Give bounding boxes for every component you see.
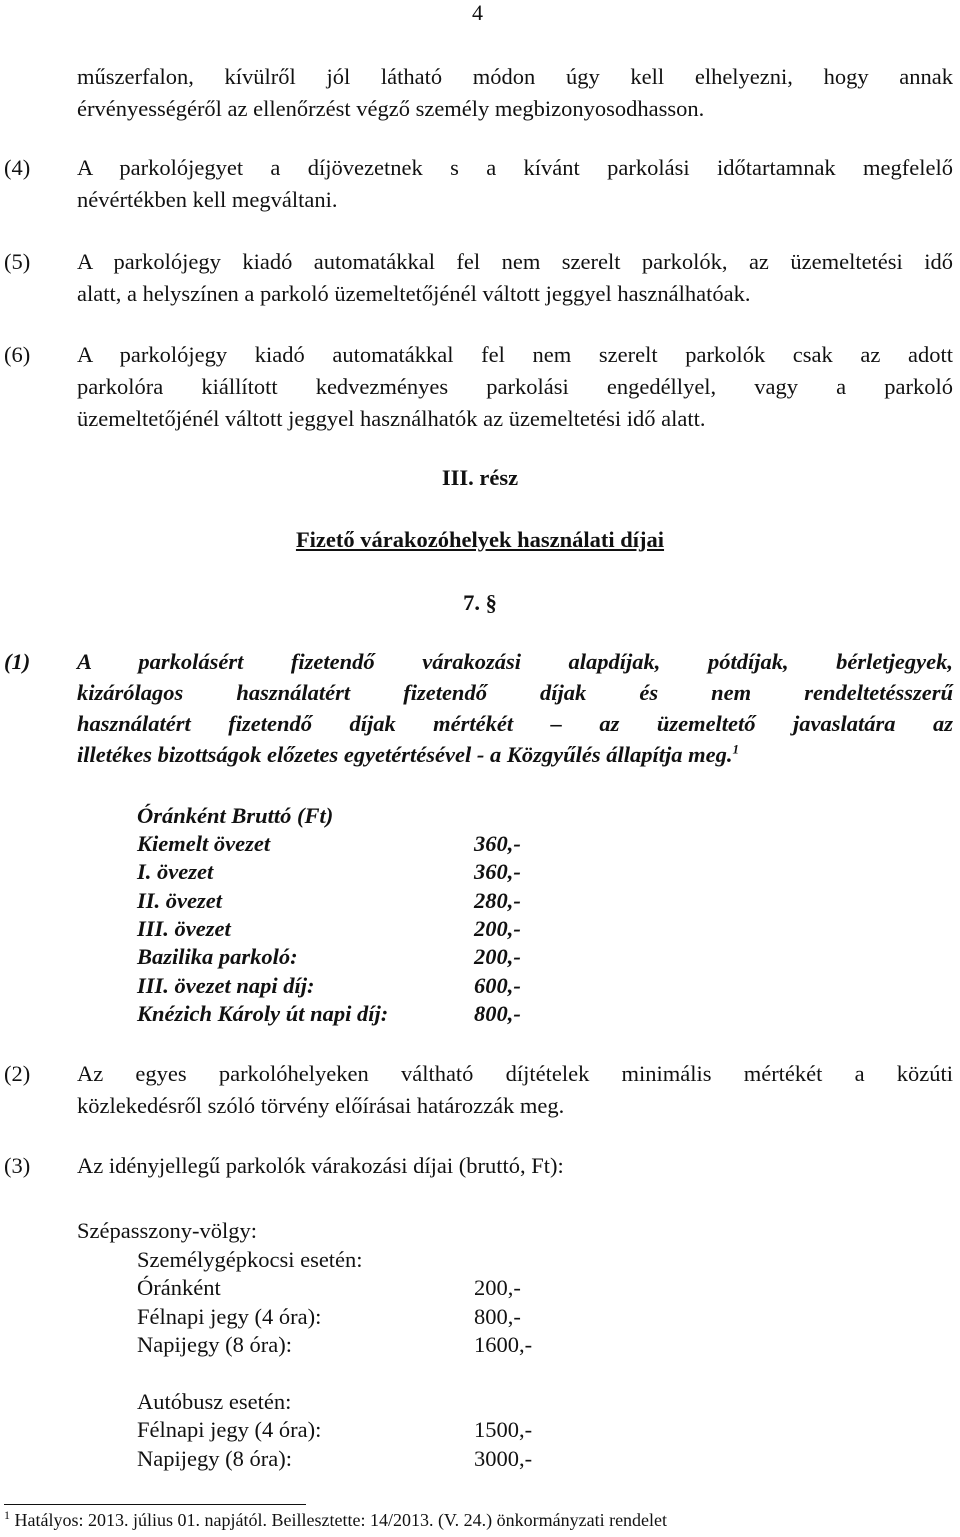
paragraph-number: (2) [4, 1061, 31, 1086]
fee-value: 1500,- [474, 1417, 533, 1442]
page-number: 4 [472, 0, 483, 25]
fee-value: 1600,- [474, 1332, 533, 1358]
section-title: Fizető várakozóhelyek használati díjai [295, 527, 665, 552]
paragraph-line: közlekedésről szóló törvény előírásai határozzák meg. [77, 1093, 565, 1118]
fee-label: Kiemelt övezet [137, 831, 271, 856]
footnote-reference: 1 [732, 741, 739, 757]
paragraph-line: A parkolásért fizetendő várakozási alapdíjak, pótdíjak, bérletjegyek, [77, 649, 953, 674]
paragraph-number: (1) [4, 649, 31, 674]
bus-fees-header: Autóbusz esetén: [137, 1389, 292, 1414]
fee-label: III. övezet napi díj: [137, 972, 315, 998]
paragraph-number: (4) [4, 155, 31, 180]
paragraph-number: (5) [4, 249, 31, 274]
fee-label: Bazilika parkoló: [137, 944, 298, 970]
paragraph-line: Az idényjellegű parkolók várakozási díjai (bruttó, Ft): [77, 1153, 564, 1178]
intro-line: érvényességéről az ellenőrzést végző személy megbizonyosodhasson. [77, 96, 705, 121]
paragraph-line: A parkolójegy kiadó automatákkal fel nem szerelt parkolók, az üzemeltetési idő [77, 249, 953, 274]
footnote-mark: 1 [4, 1508, 10, 1522]
fee-value: 200,- [474, 1275, 521, 1300]
paragraph-line: alatt, a helyszínen a parkoló üzemeltetőjénél váltott jeggyel használhatóak. [77, 281, 751, 306]
paragraph-line: A parkolójegy kiadó automatákkal fel nem szerelt parkolók csak az adott [77, 342, 953, 367]
paragraph-line-text: illetékes bizottságok előzetes egyetértésével - a Közgyűlés állapítja meg. [77, 742, 733, 767]
fee-table-header: Óránként Bruttó (Ft) [137, 803, 334, 828]
fee-value: 800,- [474, 1000, 521, 1026]
footnote [4, 1510, 667, 1531]
fee-label: Napijegy (8 óra): [137, 1332, 292, 1358]
paragraph-line: üzemeltetőjénél váltott jeggyel használhatók az üzemeltetési idő alatt. [77, 406, 706, 431]
seasonal-location: Szépasszony-völgy: [77, 1218, 257, 1243]
footnote-separator [4, 1504, 306, 1505]
fee-label: Óránként [137, 1275, 221, 1300]
fee-label: Knézich Károly út napi díj: [137, 1000, 389, 1026]
fee-label: II. övezet [137, 887, 222, 913]
fee-label: Félnapi jegy (4 óra): [137, 1417, 322, 1442]
paragraph-line: névértékben kell megváltani. [77, 187, 338, 212]
fee-label: Napijegy (8 óra): [137, 1445, 292, 1471]
fee-label: Félnapi jegy (4 óra): [137, 1303, 322, 1329]
part-title: III. rész [441, 465, 519, 490]
fee-value: 3000,- [474, 1445, 533, 1471]
paragraph-sign: 7. § [463, 590, 497, 615]
fee-value: 200,- [474, 944, 521, 970]
fee-value: 600,- [474, 972, 521, 998]
fee-value: 800,- [474, 1303, 521, 1329]
fee-value: 360,- [474, 859, 521, 885]
fee-value: 200,- [474, 915, 521, 941]
fee-label: III. övezet [137, 915, 231, 941]
paragraph-line: kizárólagos használatért fizetendő díjak és nem rendeltetésszerű [77, 680, 953, 705]
fee-label: I. övezet [137, 859, 214, 885]
paragraph-number: (6) [4, 342, 31, 367]
paragraph-line: Az egyes parkolóhelyeken váltható díjtételek minimális mértékét a közúti [77, 1061, 953, 1086]
paragraph-line: A parkolójegyet a díjövezetnek s a kívánt parkolási időtartamnak megfelelő [77, 155, 953, 180]
intro-line: műszerfalon, kívülről jól látható módon úgy kell elhelyezni, hogy annak [77, 64, 953, 89]
car-fees-header: Személygépkocsi esetén: [137, 1247, 363, 1272]
paragraph-line: parkolóra kiállított kedvezményes parkolási engedéllyel, vagy a parkoló [77, 374, 953, 399]
fee-value: 360,- [474, 831, 521, 856]
paragraph-line: használatért fizetendő díjak mértékét – az üzemeltető javaslatára az [77, 711, 953, 736]
paragraph-line [77, 742, 739, 768]
fee-value: 280,- [474, 887, 521, 913]
footnote-text: Hatályos: 2013. július 01. napjától. Beillesztette: 14/2013. (V. 24.) önkormányzati rendelet [14, 1510, 668, 1530]
paragraph-number: (3) [4, 1153, 31, 1178]
